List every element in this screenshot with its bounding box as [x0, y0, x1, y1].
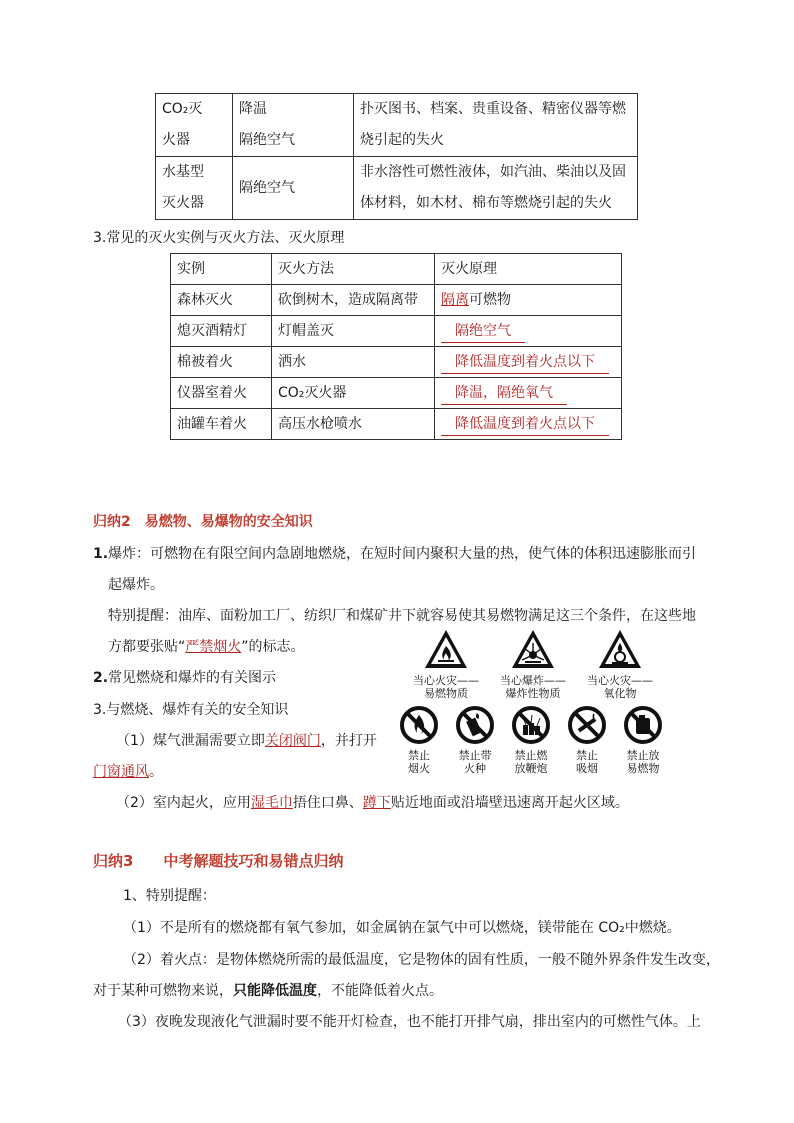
prohibition-caption: [621, 749, 665, 775]
no-fire-icon: [399, 705, 439, 745]
prohibition-caption: [399, 749, 439, 775]
example-cell: 森林灭火: [171, 285, 272, 316]
example-cell: 油罐车着火: [171, 409, 272, 440]
paragraph-continued: 起爆炸。: [108, 577, 164, 593]
section-heading: 归纳3 中考解题技巧和易错点归纳: [93, 852, 344, 870]
bold-emphasis: 只能降低温度: [233, 983, 317, 999]
table-cell: [156, 94, 233, 157]
warning-caption: [488, 674, 578, 700]
paragraph: （3）夜晚发现液化气泄漏时要不能开灯检查，也不能打开排气扇，排出室内的可燃性气体。上: [118, 1014, 701, 1030]
table-header-row: [171, 254, 622, 285]
caption-line: 放鞭炮: [514, 762, 548, 775]
extinguisher-name: 火器: [162, 132, 190, 148]
answer-fill: 降低温度到着火点以下: [441, 413, 609, 436]
answer-fill: 隔绝空气: [441, 320, 525, 343]
item-number: 1.: [93, 546, 109, 562]
flame-warning-icon: [423, 628, 469, 670]
answer-fill: 关闭阀门: [264, 733, 321, 749]
extinguisher-table: [155, 93, 638, 220]
table-row: [171, 285, 622, 316]
paragraph: （2）着火点：是物体燃烧所需的最低温度，它是物体的固有性质，一般不随外界条件发生改变，: [123, 952, 720, 968]
extinguisher-name: 水基型: [162, 164, 204, 180]
text-segment: 捂住口鼻、: [292, 795, 363, 811]
caption-line: 禁止带: [458, 749, 492, 762]
text-segment: 。: [149, 764, 163, 780]
usage-text: 体材料，如木材、棉布等燃烧引起的失火: [360, 195, 612, 211]
caption-line: 禁止放: [626, 749, 660, 762]
paragraph: [116, 793, 629, 813]
warning-caption: [401, 674, 491, 700]
caption-line: 禁止: [408, 749, 430, 762]
paragraph: 1、特别提醒：: [123, 888, 216, 904]
paragraph: 3.与燃烧、爆炸有关的安全知识: [93, 702, 289, 718]
table-row: [156, 94, 638, 157]
usage-text: 非水溶性可燃性液体，如汽油、柴油以及固: [360, 164, 626, 180]
extinguisher-name: 灭火器: [162, 195, 204, 211]
principle-cell: [435, 378, 622, 409]
table-row: [171, 347, 622, 378]
text-segment: ，并打开: [320, 733, 377, 749]
answer-fill: 蹲下: [362, 795, 391, 811]
answer-fill: 降低温度到着火点以下: [441, 351, 609, 374]
caption-line: 烟火: [408, 762, 430, 775]
text-segment: ”的标志。: [241, 639, 305, 655]
example-cell: 熄灭酒精灯: [171, 316, 272, 347]
oxidizer-warning-icon: [597, 628, 643, 670]
text-segment: 贴近地面或沿墙壁迅速离开起火区域。: [390, 795, 629, 811]
table-row: [171, 378, 622, 409]
explosion-definition: 爆炸：可燃物在有限空间内急剧地燃烧，在短时间内聚积大量的热，使气体的体积迅速膨胀而引: [108, 546, 697, 562]
no-firecracker-icon: [511, 705, 551, 745]
special-reminder: 特别提醒：油库、面粉加工厂、纺织厂和煤矿井下就容易使其易燃物满足这三个条件，在这些地: [108, 608, 696, 624]
no-lighter-icon: [455, 705, 495, 745]
caption-line: 易燃物: [626, 762, 660, 775]
extinguish-examples-table: [170, 253, 622, 440]
paragraph: [93, 668, 276, 688]
method-cell: 砍倒树木，造成隔离带: [272, 285, 435, 316]
principle-text: 降温: [239, 101, 267, 117]
method-cell: 灯帽盖灭: [272, 316, 435, 347]
column-header: 灭火方法: [272, 254, 435, 285]
method-cell: 高压水枪喷水: [272, 409, 435, 440]
caption-line: 禁止燃: [514, 749, 548, 762]
usage-text: 扑灭图书、档案、贵重设备、精密仪器等燃: [360, 101, 626, 117]
paragraph-continued: [93, 762, 163, 782]
text-segment: 对于某种可燃物来说，: [93, 983, 233, 999]
paragraph: [116, 731, 377, 751]
paragraph-continued: [93, 981, 443, 1001]
usage-text: 烧引起的失火: [360, 132, 444, 148]
table-cell: [233, 94, 354, 157]
item-number: 2.: [93, 670, 109, 686]
principle-cell: [435, 409, 622, 440]
table-row: [156, 157, 638, 220]
column-header: 灭火原理: [435, 254, 622, 285]
principle-text: 隔绝空气: [239, 180, 295, 196]
principle-cell: [435, 316, 622, 347]
explosion-warning-icon: [510, 628, 556, 670]
table-row: [171, 316, 622, 347]
caption-line: 当心火灾——: [587, 674, 653, 687]
section-title: 3.常见的灭火实例与灭火方法、灭火原理: [93, 230, 345, 246]
table-cell: [156, 157, 233, 220]
no-smoking-icon: [567, 705, 607, 745]
prohibition-caption: [509, 749, 553, 775]
caption-line: 吸烟: [576, 762, 598, 775]
safety-signs-figure: [395, 628, 677, 778]
caption-line: 爆炸性物质: [505, 687, 561, 700]
answer-fill: 严禁烟火: [185, 639, 242, 655]
principle-rest: 可燃物: [469, 292, 511, 308]
paragraph: （1）不是所有的燃烧都有氧气参加，如金属钠在氯气中可以燃烧，镁带能在 CO₂中燃烧。: [123, 920, 681, 936]
section-heading: 归纳2 易燃物、易爆物的安全知识: [93, 514, 313, 530]
text-segment: （1）煤气泄漏需要立即: [116, 733, 265, 749]
prohibition-caption: [567, 749, 607, 775]
method-cell: CO₂灭火器: [272, 378, 435, 409]
warning-caption: [575, 674, 665, 700]
caption-line: 易燃物质: [424, 687, 468, 700]
principle-cell: [435, 285, 622, 316]
caption-line: 火种: [464, 762, 486, 775]
table-row: [171, 409, 622, 440]
text-segment: 常见燃烧和爆炸的有关图示: [108, 670, 277, 686]
text-segment: ，不能降低着火点。: [317, 983, 443, 999]
method-cell: 洒水: [272, 347, 435, 378]
prohibition-caption: [453, 749, 497, 775]
table-cell: [233, 157, 354, 220]
principle-text: 隔绝空气: [239, 132, 295, 148]
paragraph-continued: [108, 637, 305, 657]
text-segment: （2）室内起火，应用: [116, 795, 251, 811]
no-flammable-icon: [623, 705, 663, 745]
answer-fill: 降温，隔绝氧气: [441, 382, 567, 405]
paragraph: [93, 544, 696, 564]
answer-fill: 隔离: [441, 292, 469, 308]
answer-fill: 门窗通风: [93, 764, 149, 780]
caption-line: 当心火灾——: [413, 674, 479, 687]
caption-line: 当心爆炸——: [500, 674, 566, 687]
extinguisher-name: CO₂灭: [162, 101, 203, 117]
table-cell: [354, 157, 638, 220]
text-segment: 方都要张贴“: [108, 639, 186, 655]
caption-line: 氧化物: [603, 687, 637, 700]
example-cell: 仪器室着火: [171, 378, 272, 409]
example-cell: 棉被着火: [171, 347, 272, 378]
caption-line: 禁止: [576, 749, 598, 762]
principle-cell: [435, 347, 622, 378]
column-header: 实例: [171, 254, 272, 285]
table-cell: [354, 94, 638, 157]
answer-fill: 湿毛巾: [250, 795, 293, 811]
